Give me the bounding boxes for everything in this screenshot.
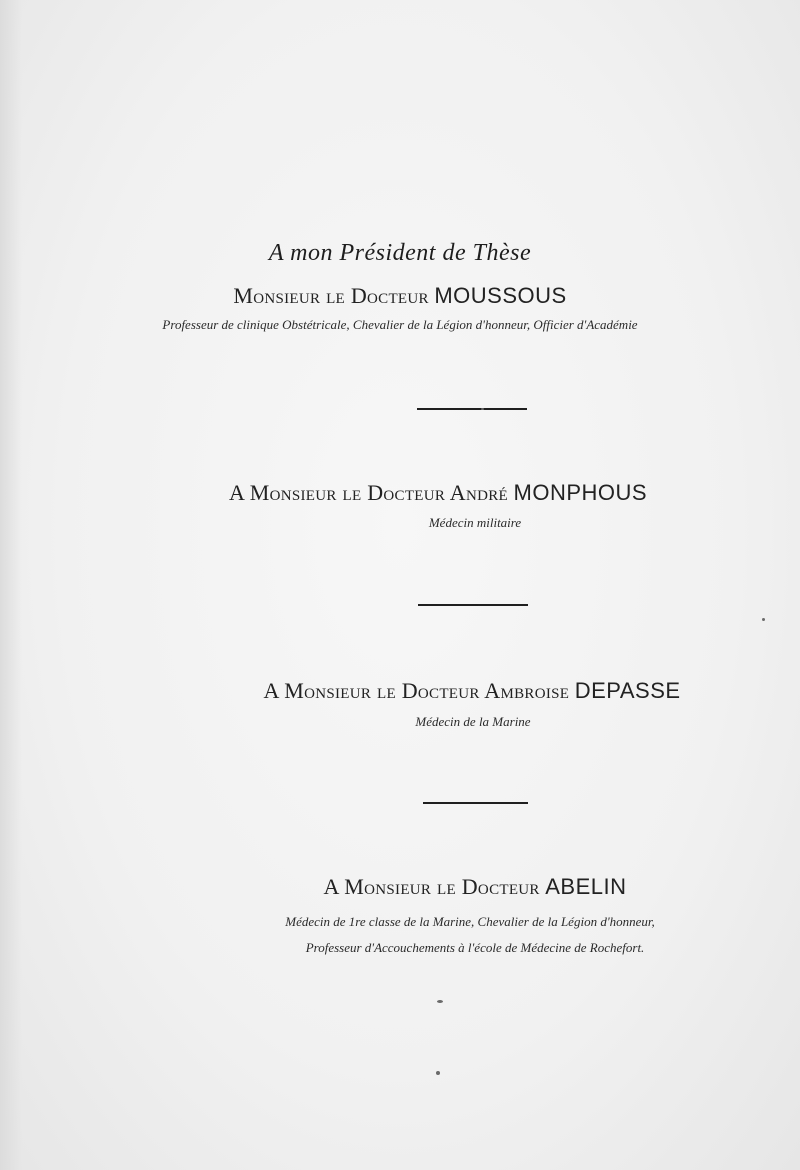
president-name-line	[0, 283, 800, 309]
paper-speck	[481, 408, 484, 410]
paper-speck	[437, 1000, 443, 1003]
monphous-surname: MONPHOUS	[513, 480, 648, 505]
page-edge-shadow	[0, 0, 22, 1170]
separator-rule-2	[418, 604, 528, 606]
depasse-titles-text: Médecin de la Marine	[415, 714, 531, 729]
depasse-prefix: A Monsieur le Docteur Ambroise	[263, 678, 570, 703]
separator-rule-3	[423, 802, 528, 804]
abelin-name-line	[75, 874, 800, 900]
paper-speck	[436, 1071, 440, 1075]
president-prefix: Monsieur le Docteur	[233, 283, 429, 308]
abelin-titles-line-1	[70, 914, 800, 930]
abelin-titles-line-2	[75, 940, 800, 956]
monphous-prefix: A Monsieur le Docteur André	[228, 480, 508, 505]
president-surname: MOUSSOUS	[434, 283, 567, 308]
separator-rule-1	[417, 408, 527, 410]
depasse-surname: DEPASSE	[574, 678, 681, 703]
abelin-titles-text-2: Professeur d'Accouchements à l'école de Médecine de Rochefort.	[305, 940, 645, 955]
depasse-name-line	[72, 678, 800, 704]
monphous-name-line	[38, 480, 800, 506]
monphous-titles	[75, 515, 800, 531]
depasse-titles	[73, 714, 800, 730]
president-titles	[0, 317, 800, 333]
paper-speck	[762, 618, 765, 621]
abelin-prefix: A Monsieur le Docteur	[323, 874, 540, 899]
dedication-heading	[0, 240, 800, 267]
abelin-titles-text-1: Médecin de 1re classe de la Marine, Chevalier de la Légion d'honneur,	[285, 914, 655, 929]
monphous-titles-text: Médecin militaire	[428, 515, 522, 530]
president-titles-text: Professeur de clinique Obstétricale, Chevalier de la Légion d'honneur, Officier d'Académie	[162, 317, 638, 332]
abelin-surname: ABELIN	[545, 874, 627, 899]
dedication-text: A mon Président de Thèse	[268, 240, 532, 266]
